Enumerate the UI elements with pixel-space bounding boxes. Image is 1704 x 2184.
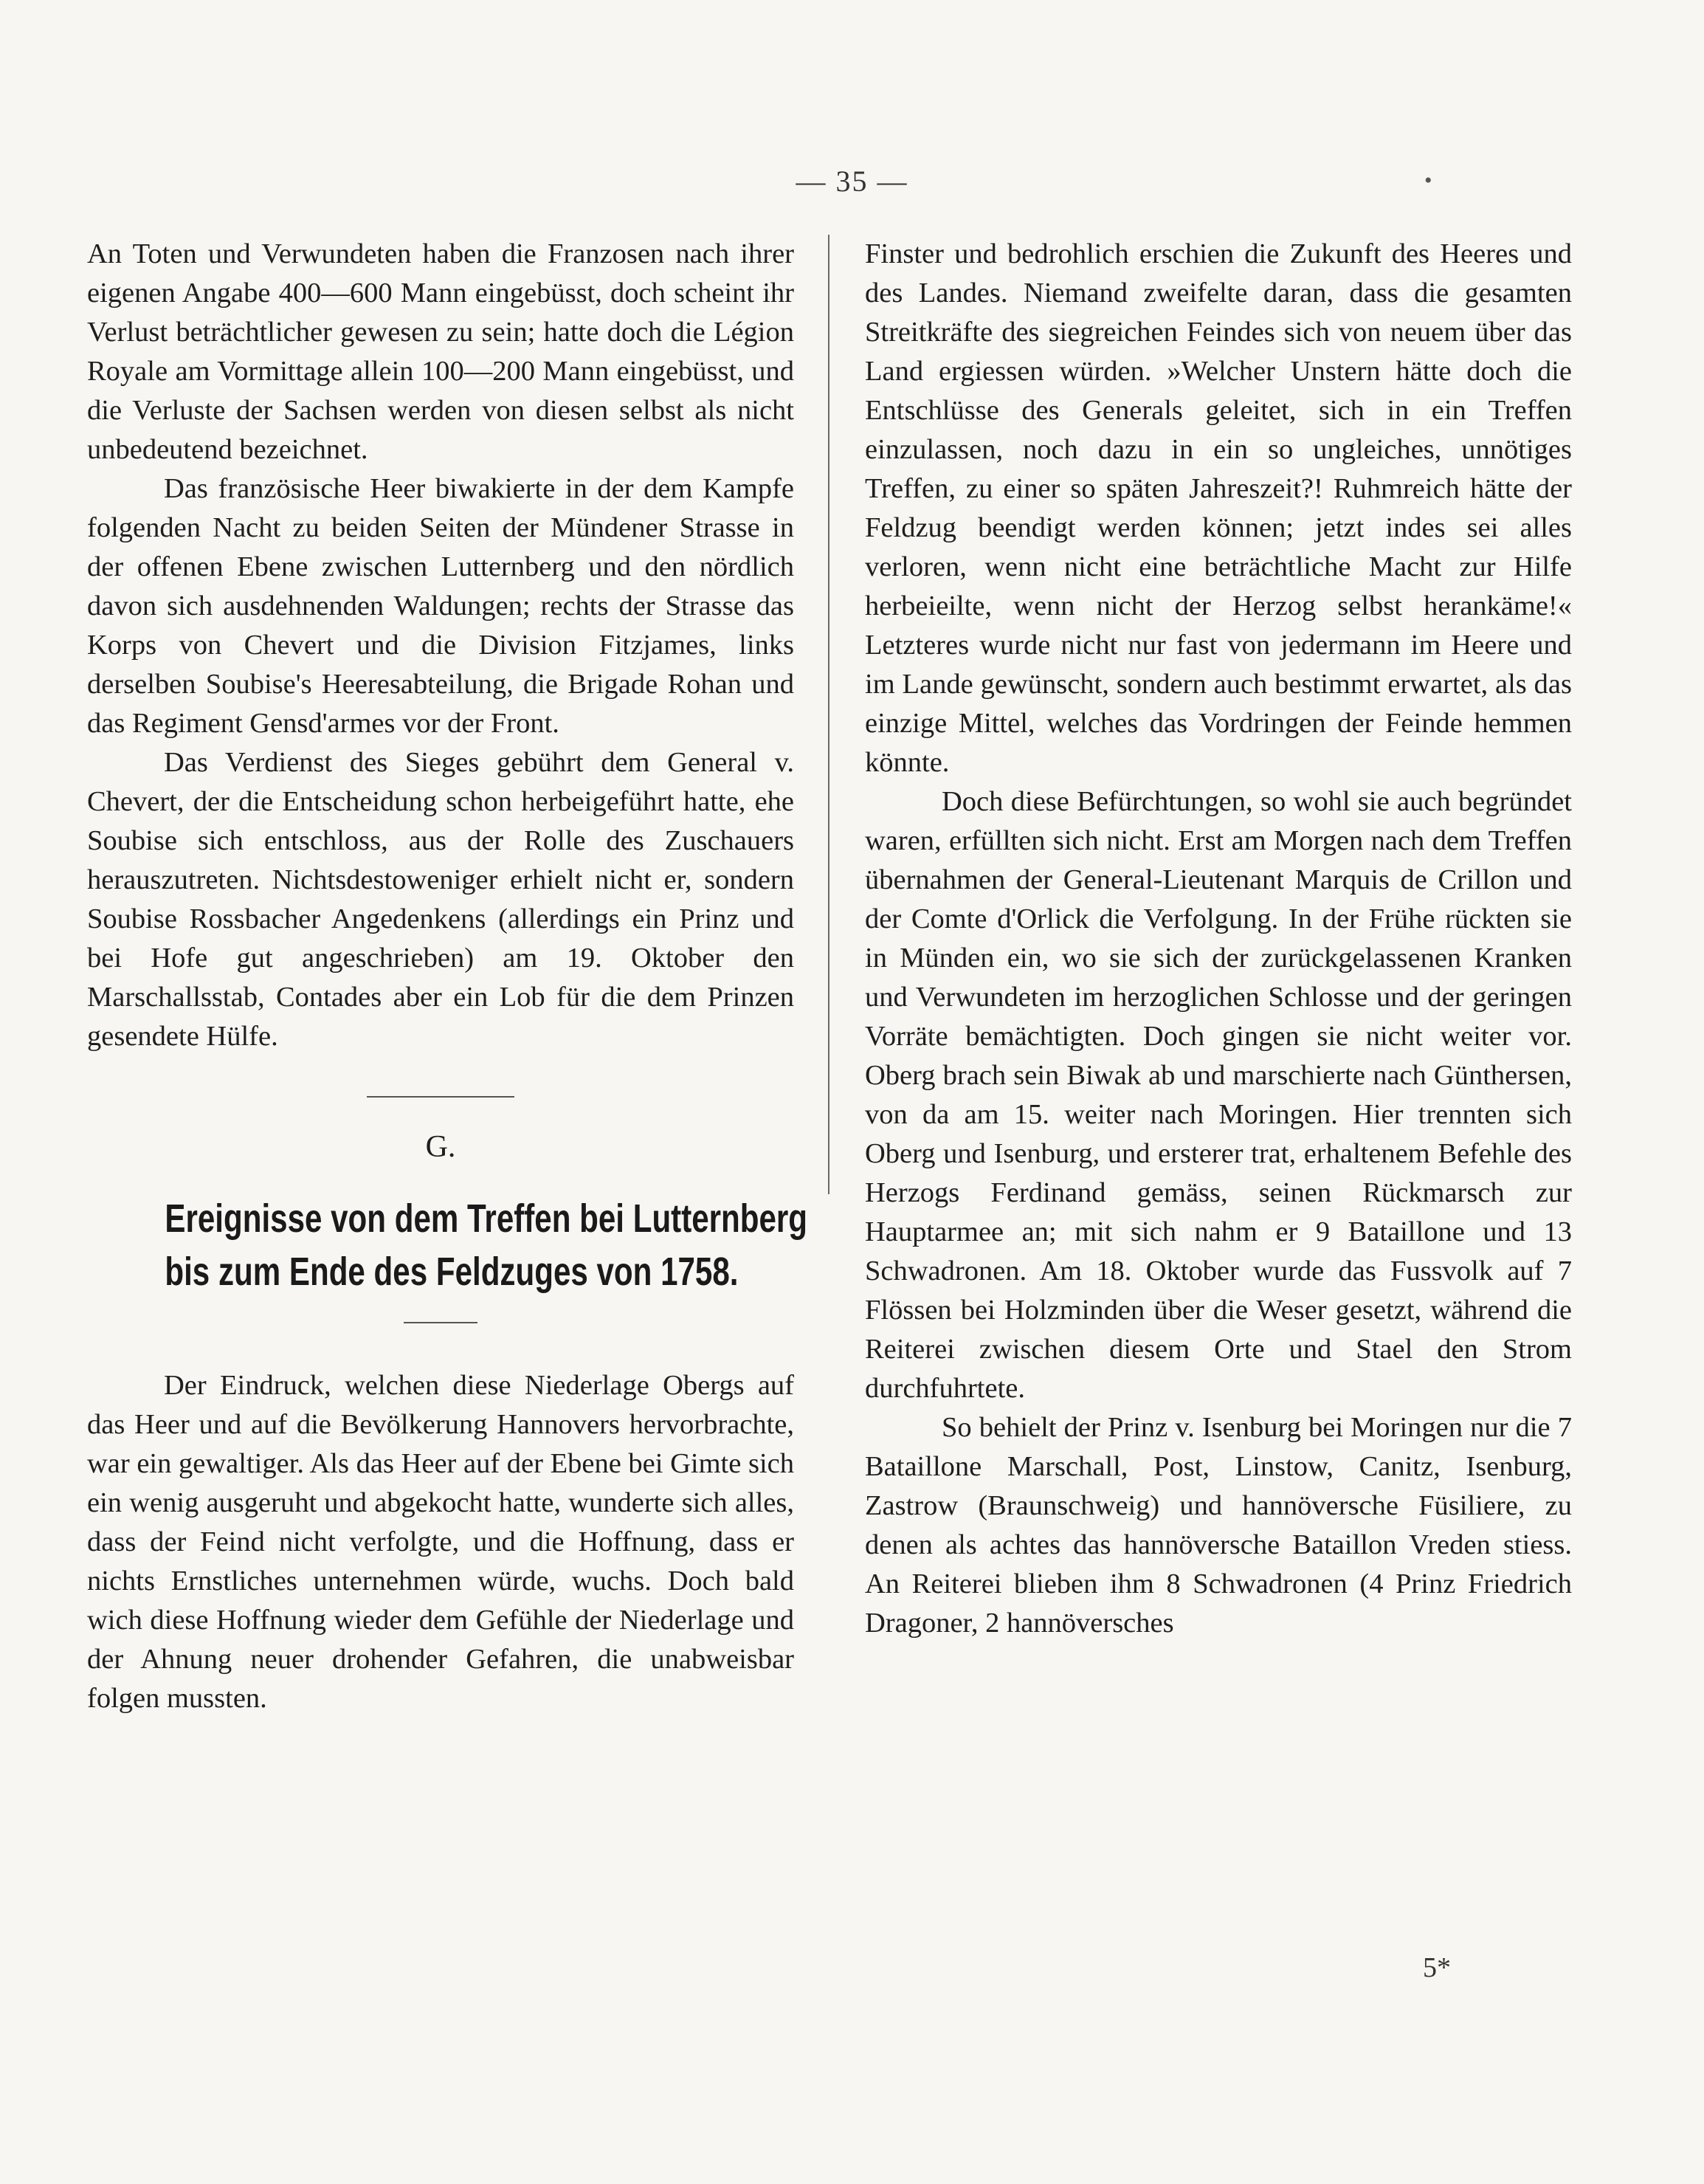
section-letter: G. bbox=[425, 1130, 456, 1164]
column-divider bbox=[828, 235, 829, 1194]
section-divider-bottom bbox=[404, 1322, 477, 1323]
right-column bbox=[865, 235, 1572, 1643]
corner-mark: • bbox=[1424, 168, 1432, 193]
paragraph-impression: Der Eindruck, welchen diese Niederlage Obergs auf das Heer und auf die Bevölkerung Hannovers hervorbrachte, war ein gewaltiger. Als das Heer auf der Ebene bei Gimte sich ein wenig ausgeruht und abgekocht hatte, wunderte sich alles, dass der Feind nicht verfolgte, und die Hoffnung, dass er nichts Ernstliches unternehmen würde, wuchs. Doch bald wich diese Hoffnung wieder dem Gefühle der Niederlage und der Ahnung neuer drohender Gefahren, die unabweisbar folgen mussten. bbox=[87, 1370, 794, 1714]
section-divider-top bbox=[367, 1096, 514, 1098]
paragraph-pursuit: Doch diese Befürchtungen, so wohl sie auch begründet waren, erfüllten sich nicht. Erst am Morgen nach dem Treffen übernahmen der General-Lieutenant Marquis de Crillon und der Comte d'Orlick die Verfolgung. In der Frühe rückten sie in Münden ein, wo sie sich der zurückgelassenen Kranken und Verwundeten im herzoglichen Schlosse und der geringen Vorräte bemächtigten. Doch gingen sie nicht weiter vor. Oberg brach sein Biwak ab und marschierte nach Günthersen, von da am 15. weiter nach Moringen. Hier trennten sich Oberg und Isenburg, und ersterer trat, erhaltenem Befehle des Herzogs Ferdinand gemäss, seinen Rückmarsch zur Hauptarmee an; mit sich nahm er 9 Bataillone und 13 Schwadronen. Am 18. Oktober wurde das Fussvolk auf 7 Flössen bei Holzminden über die Weser gesetzt, während die Reiterei zwischen diesem Orte und Stael den Strom durchfuhrtete. bbox=[865, 786, 1572, 1404]
paragraph-outlook: Finster und bedrohlich erschien die Zukunft des Heeres und des Landes. Niemand zweifelte daran, dass die gesamten Streitkräfte des siegreichen Feindes sich von neuem über das Land ergiessen würden. »Welcher Unstern hätte doch die Entschlüsse des Generals geleitet, sich in ein Treffen einzulassen, noch dazu in ein so ungleiches, unnötiges Treffen, zu einer so späten Jahreszeit?! Ruhmreich hätte der Feldzug beendigt werden können; jetzt indes sei alles verloren, wenn nicht eine beträchtliche Macht zur Hilfe herbeieilte, wenn nicht der Herzog selbst herankäme!« Letzteres wurde nicht nur fast von jedermann im Heere und im Lande gewünscht, sondern auch bestimmt erwartet, als das einzige Mittel, welches das Vordringen der Feinde hemmen könnte. bbox=[865, 238, 1572, 778]
paragraph-bivouac: Das französische Heer biwakierte in der dem Kampfe folgenden Nacht zu beiden Seiten der Mündener Strasse in der offenen Ebene zwischen Lutternberg und den nördlich davon sich ausdehnenden Waldungen; rechts der Strasse das Korps von Chevert und die Division Fitzjames, links derselben Soubise's Heeresabteilung, die Brigade Rohan und das Regiment Gensd'armes vor der Front. bbox=[87, 473, 794, 739]
paragraph-merit: Das Verdienst des Sieges gebührt dem General v. Chevert, der die Entscheidung schon herbeigeführt hatte, ehe Soubise sich entschloss, aus der Rolle des Zuschauers herauszutreten. Nichtsdestoweniger erhielt nicht er, sondern Soubise Rossbacher Angedenkens (allerdings ein Prinz und bei Hofe gut angeschrieben) am 19. Oktober den Marschallsstab, Contades aber ein Lob für die dem Prinzen gesendete Hülfe. bbox=[87, 747, 794, 1052]
paragraph-casualties: An Toten und Verwundeten haben die Franzosen nach ihrer eigenen Angabe 400—600 Mann eingebüsst, doch scheint ihr Verlust beträchtlicher gewesen zu sein; hatte doch die Légion Royale am Vormittage allein 100—200 Mann eingebüsst, und die Verluste der Sachsen werden von diesen selbst als nicht unbedeutend bezeichnet. bbox=[87, 238, 794, 465]
section-title-line-2: bis zum Ende des Feldzuges von 1758. bbox=[165, 1250, 739, 1294]
left-column bbox=[87, 235, 808, 1718]
signature-mark: 5* bbox=[1423, 1952, 1451, 1983]
page-number: — 35 — bbox=[796, 165, 908, 198]
section-title-line-1: Ereignisse von dem Treffen bei Lutternberg bbox=[165, 1196, 808, 1241]
paragraph-isenburg: So behielt der Prinz v. Isenburg bei Moringen nur die 7 Bataillone Marschall, Post, Linstow, Canitz, Isenburg, Zastrow (Braunschweig) und hannöversche Füsiliere, zu denen als achtes das hannöversche Bataillon Vreden stiess. An Reiterei blieben ihm 8 Schwadronen (4 Prinz Friedrich Dragoner, 2 hannöversches bbox=[865, 1412, 1572, 1639]
